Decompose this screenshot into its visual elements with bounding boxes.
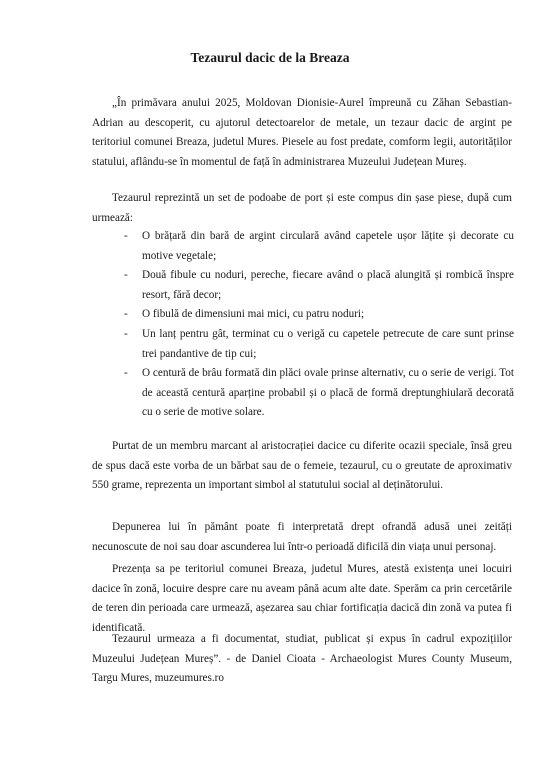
paragraph-set-description: Tezaurul reprezintă un set de podoabe de port și este compus din șase piese, după cum urmează: bbox=[92, 192, 512, 224]
list-item: - Un lanț pentru gât, terminat cu o verigă cu capetele petrecute de care sunt prinse trei pandantive de tip cui; bbox=[124, 325, 514, 364]
list-item: - O brățară din bară de argint circulară având capetele ușor lățite și decorate cu motive vegetale; bbox=[124, 227, 514, 266]
paragraph-presence: Prezența sa pe teritoriul comunei Breaza, judetul Mures, atestă existența unei locuiri dacice în zonă, locuire despre care nu aveam până acum alte date. Sperăm ca prin cercetările de teren din perioada care urmează, așezarea sau chiar fortificația dacică din zonă va putea fi identificată. bbox=[92, 563, 512, 634]
paragraph-conclusion: Tezaurul urmeaza a fi documentat, studiat, publicat și expus în cadrul expozițiilor Muzeului Județean Mureș”. - de Daniel Cioata - Archaeologist Mures County Museum, Targu Mures, muzeumures.ro bbox=[92, 633, 512, 685]
list-item: - Două fibule cu noduri, pereche, fiecare având o placă alungită și rombică înspre resort, fără decor; bbox=[124, 266, 514, 305]
paragraph-deposition: Depunerea lui în pământ poate fi interpretată drept ofrandă adusă unei zeități necunoscute de noi sau doar ascunderea lui într-o perioadă dificilă din viața unui personaj. bbox=[92, 521, 512, 553]
items-list bbox=[124, 227, 514, 423]
list-bullet: - bbox=[124, 308, 128, 321]
paragraph-intro: „În primăvara anului 2025, Moldovan Dionisie-Aurel împreună cu Zăhan Sebastian-Adrian au descoperit, cu ajutorul detectoarelor de metale, un tezaur dacic de argint pe teritoriul comunei Breaza, judetul Mures. Piesele au fost predate, comform legii, autorităților statului, aflându-se în momentul de față în administrarea Muzeului Județean Mureș. bbox=[92, 97, 512, 168]
list-bullet: - bbox=[124, 269, 128, 282]
list-bullet: - bbox=[124, 367, 128, 380]
page-title: Tezaurul dacic de la Breaza bbox=[190, 50, 350, 65]
list-bullet: - bbox=[124, 230, 128, 242]
list-item: - O centură de brâu formată din plăci ovale prinse alternativ, cu o serie de verigi. Tot de această centură aparține probabil și o placă de formă dreptunghiulară decorată cu o serie de motive solare. bbox=[124, 364, 514, 423]
paragraph-owner: Purtat de un membru marcant al aristocrației dacice cu diferite ocazii speciale, însă greu de spus dacă este vorba de un bărbat sau de o femeie, tezaurul, cu o greutate de aproximativ 550 grame, reprezenta un important simbol al statutului social al deținătorului. bbox=[92, 440, 512, 492]
list-item: - O fibulă de dimensiuni mai mici, cu patru noduri; bbox=[124, 305, 514, 325]
list-bullet: - bbox=[124, 327, 128, 340]
